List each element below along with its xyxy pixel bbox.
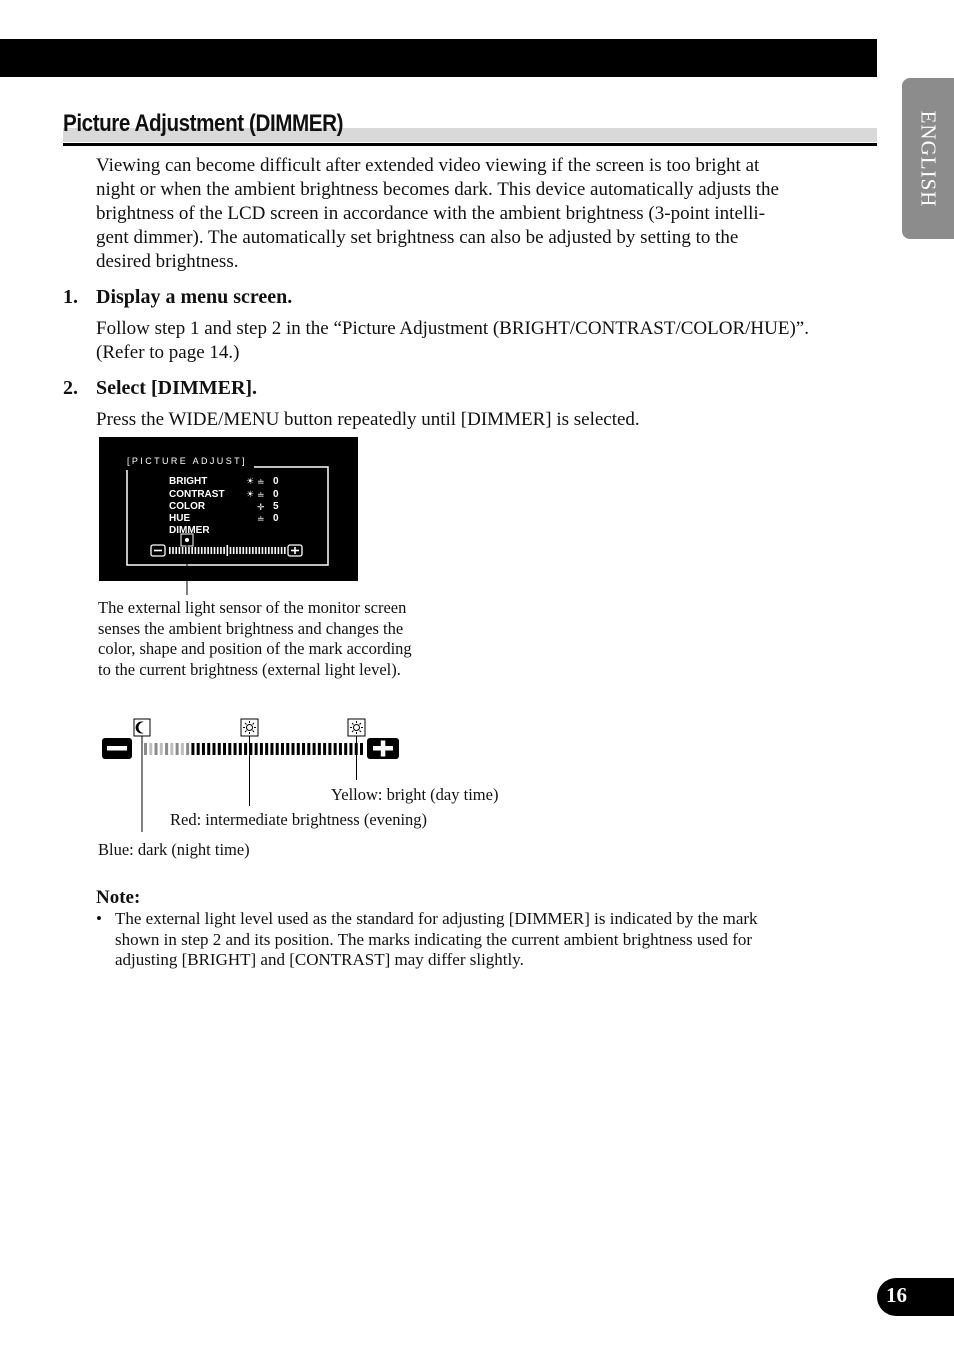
screen-header: [PICTURE ADJUST] bbox=[127, 456, 247, 466]
slider-tick bbox=[230, 547, 232, 554]
scale-tick bbox=[302, 743, 305, 755]
section-heading bbox=[63, 110, 877, 147]
slider-tick bbox=[207, 547, 209, 554]
screen-value-bright: 0 bbox=[273, 476, 279, 487]
scale-tick bbox=[202, 743, 205, 755]
title-rule bbox=[63, 143, 877, 146]
scale-tick bbox=[197, 743, 200, 755]
slider-tick bbox=[242, 547, 244, 554]
intro-line: night or when the ambient brightness becomes dark. This device automatically adjusts the bbox=[96, 179, 779, 200]
scale-tick bbox=[186, 743, 189, 755]
slider-tick bbox=[258, 547, 260, 554]
step-2-number: 2. bbox=[63, 377, 78, 399]
scale-tick bbox=[328, 743, 331, 755]
intro-line: gent dimmer). The automatically set brightness can also be adjusted by setting to the bbox=[96, 227, 739, 248]
scale-tick bbox=[176, 743, 179, 755]
scale-tick bbox=[165, 743, 168, 755]
scale-tick bbox=[349, 743, 352, 755]
scale-tick bbox=[239, 743, 242, 755]
slider-tick bbox=[201, 547, 203, 554]
scale-tick bbox=[228, 743, 231, 755]
note-bullet: • bbox=[96, 909, 102, 928]
header-bar bbox=[0, 39, 877, 77]
slider-tick bbox=[223, 547, 225, 554]
callout-line bbox=[180, 545, 192, 597]
step-1-heading: Display a menu screen. bbox=[96, 286, 293, 308]
scale-tick bbox=[212, 743, 215, 755]
scale-tick bbox=[323, 743, 326, 755]
slider-tick bbox=[255, 547, 257, 554]
screen-item-dimmer: DIMMER bbox=[169, 525, 210, 536]
intro-line: brightness of the LCD screen in accordance with the ambient brightness (3-point intelli- bbox=[96, 203, 766, 224]
slider-tick bbox=[262, 547, 264, 554]
slider-tick bbox=[175, 547, 177, 554]
slider-tick bbox=[172, 547, 174, 554]
caption-line: The external light sensor of the monitor screen bbox=[98, 598, 407, 617]
screen-item-color: COLOR bbox=[169, 501, 206, 512]
slider-tick bbox=[271, 547, 273, 554]
label-red: Red: intermediate brightness (evening) bbox=[170, 810, 428, 829]
language-tab-label: ENGLISH bbox=[916, 110, 941, 207]
scale-ticks bbox=[144, 743, 363, 755]
scale-tick bbox=[334, 743, 337, 755]
intro-line: desired brightness. bbox=[96, 251, 239, 272]
note-line: adjusting [BRIGHT] and [CONTRAST] may differ slightly. bbox=[115, 950, 524, 969]
screen-value-color: 5 bbox=[273, 501, 279, 512]
menu-screen-illustration bbox=[99, 437, 358, 581]
scale-tick bbox=[223, 743, 226, 755]
slider-tick bbox=[239, 547, 241, 554]
slider-tick bbox=[227, 545, 229, 556]
scale-tick bbox=[255, 743, 258, 755]
scale-tick bbox=[191, 743, 194, 755]
scale-tick bbox=[297, 743, 300, 755]
step-2-heading: Select [DIMMER]. bbox=[96, 377, 258, 399]
scale-tick bbox=[292, 743, 295, 755]
scale-tick bbox=[318, 743, 321, 755]
step-2-text: Press the WIDE/MENU button repeatedly until [DIMMER] is selected. bbox=[96, 409, 640, 430]
language-tab bbox=[902, 78, 954, 239]
scale-tick bbox=[234, 743, 237, 755]
slider-tick bbox=[284, 547, 286, 554]
sun-icon: ☀ bbox=[246, 477, 255, 487]
note-line: The external light level used as the standard for adjusting [DIMMER] is indicated by the mark bbox=[115, 909, 758, 928]
screen-value-hue: 0 bbox=[273, 513, 279, 524]
slider-tick bbox=[265, 547, 267, 554]
screen-item-contrast: CONTRAST bbox=[169, 489, 225, 500]
slider-tick bbox=[246, 547, 248, 554]
scale-tick bbox=[207, 743, 210, 755]
step-1-number: 1. bbox=[63, 286, 78, 308]
slider-tick bbox=[214, 547, 216, 554]
scale-tick bbox=[149, 743, 152, 755]
scale-tick bbox=[313, 743, 316, 755]
scale-tick bbox=[160, 743, 163, 755]
balance-icon: ≐ bbox=[257, 491, 265, 501]
scale-tick bbox=[339, 743, 342, 755]
slider-tick bbox=[233, 547, 235, 554]
scale-tick bbox=[181, 743, 184, 755]
scale-tick bbox=[286, 743, 289, 755]
scale-tick bbox=[155, 743, 158, 755]
scale-tick bbox=[260, 743, 263, 755]
slider-tick bbox=[278, 547, 280, 554]
screen-value-contrast: 0 bbox=[273, 489, 279, 500]
balance-icon: ≐ bbox=[257, 478, 265, 488]
screen-item-bright: BRIGHT bbox=[169, 476, 208, 487]
slider-tick bbox=[217, 547, 219, 554]
slider-tick bbox=[268, 547, 270, 554]
slider-tick bbox=[252, 547, 254, 554]
scale-tick bbox=[307, 743, 310, 755]
page-title: Picture Adjustment (DIMMER) bbox=[63, 110, 344, 137]
screen-item-hue: HUE bbox=[169, 513, 191, 524]
slider-tick bbox=[195, 547, 197, 554]
slider-tick bbox=[198, 547, 200, 554]
slider-tick bbox=[236, 547, 238, 554]
slider-tick bbox=[249, 547, 251, 554]
scale-tick bbox=[281, 743, 284, 755]
scale-tick bbox=[344, 743, 347, 755]
menu-screen-svg bbox=[99, 437, 358, 581]
scale-tick bbox=[270, 743, 273, 755]
note-title: Note: bbox=[96, 887, 141, 908]
slider-tick bbox=[274, 547, 276, 554]
balance-icon: ≐ bbox=[257, 515, 265, 525]
step-1-text: (Refer to page 14.) bbox=[96, 342, 240, 363]
caption-line: senses the ambient brightness and changes the bbox=[98, 619, 404, 638]
caption-line: to the current brightness (external light level). bbox=[98, 660, 401, 679]
label-yellow: Yellow: bright (day time) bbox=[331, 785, 499, 804]
scale-tick bbox=[244, 743, 247, 755]
page-number-tab bbox=[877, 1278, 954, 1316]
slider-tick bbox=[281, 547, 283, 554]
cross-icon: ✛ bbox=[257, 503, 265, 513]
scale-tick bbox=[170, 743, 173, 755]
slider-tick bbox=[169, 547, 171, 554]
step-1-text: Follow step 1 and step 2 in the “Picture Adjustment (BRIGHT/CONTRAST/COLOR/HUE)”. bbox=[96, 318, 809, 339]
slider-tick bbox=[204, 547, 206, 554]
slider-tick bbox=[220, 547, 222, 554]
scale-tick bbox=[265, 743, 268, 755]
intro-line: Viewing can become difficult after extended video viewing if the screen is too bright at bbox=[96, 155, 760, 176]
note-line: shown in step 2 and its position. The marks indicating the current ambient brightness used for bbox=[115, 929, 753, 949]
label-blue: Blue: dark (night time) bbox=[98, 840, 250, 859]
scale-tick bbox=[144, 743, 147, 755]
scale-tick bbox=[276, 743, 279, 755]
caption-line: color, shape and position of the mark according bbox=[98, 639, 412, 658]
scale-tick bbox=[360, 743, 363, 755]
page-number: 16 bbox=[886, 1283, 907, 1307]
sun-icon: ☀ bbox=[246, 490, 255, 500]
scale-tick bbox=[218, 743, 221, 755]
slider-tick bbox=[211, 547, 213, 554]
